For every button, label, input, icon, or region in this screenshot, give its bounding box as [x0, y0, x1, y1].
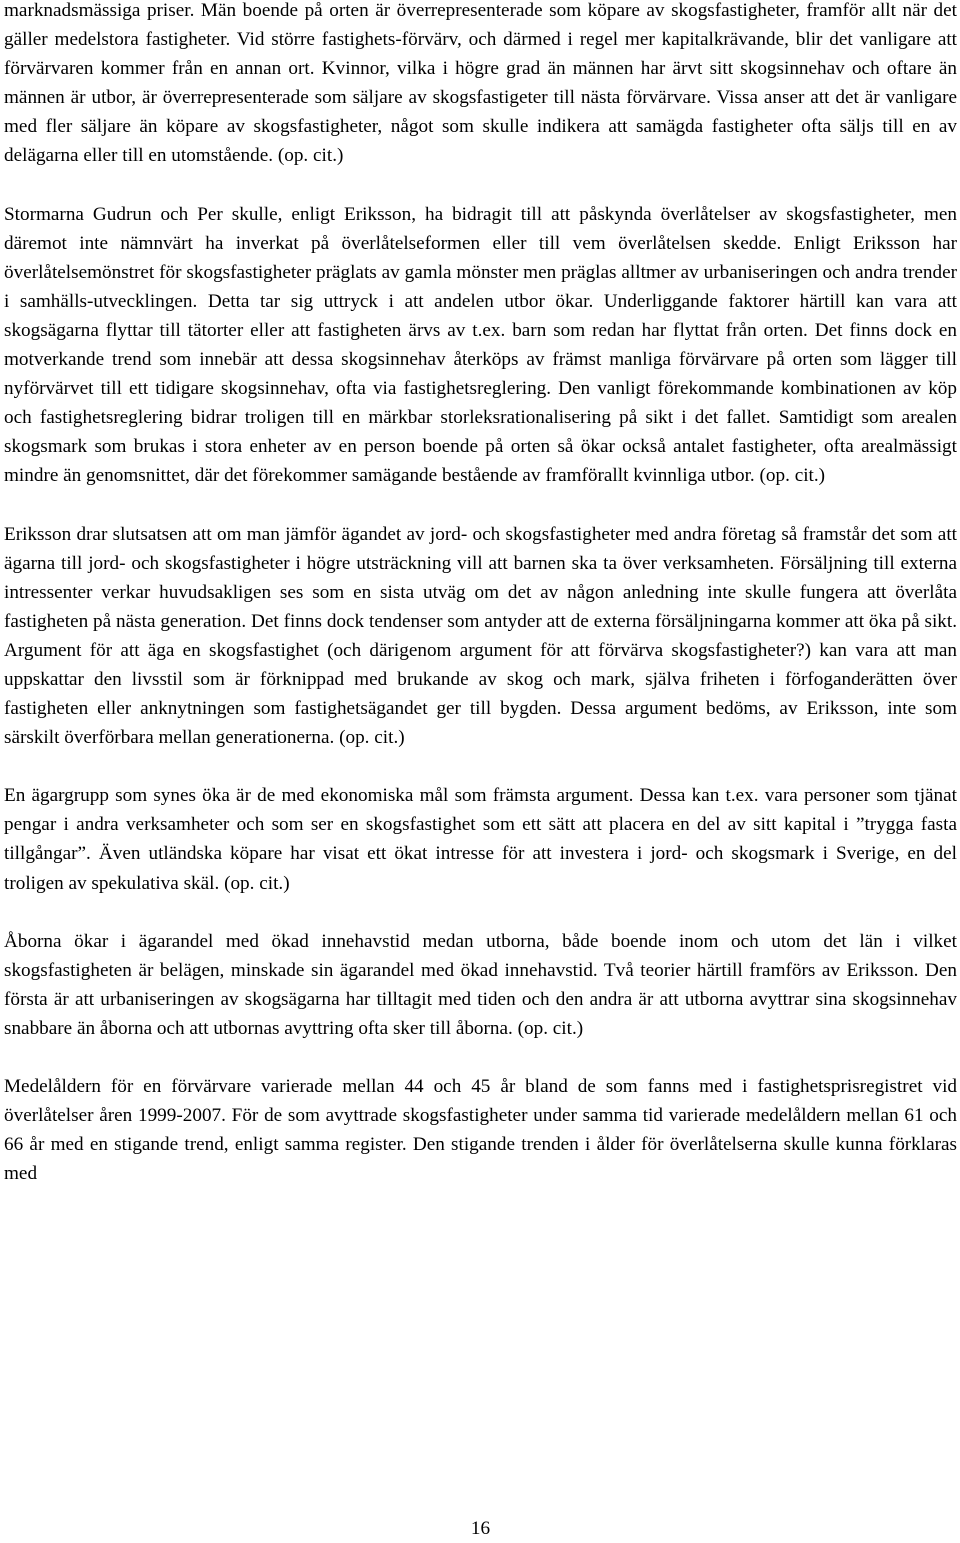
body-paragraph-2: Stormarna Gudrun och Per skulle, enligt Eriksson, ha bidragit till att påskynda överlåtelser av skogsfastigheter, men däremot inte nämnvärt ha inverkat på överlåtelseformen eller till vem överlåtelsen skedde. Enligt Eriksson har överlåtelsemönstret för skogsfastigheter präglats av gamla mönster men präglas alltmer av urbaniseringen och andra trender i samhälls-utvecklingen. Detta tar sig uttryck i att andelen utbor ökar. Underliggande faktorer härtill kan vara att skogsägarna flyttar till tätorter eller att fastigheten ärvs av t.ex. barn som redan har flyttat från orten. Det finns dock en motverkande trend som innebär att dessa skogsinnehav återköps av främst manliga förvärvare på orten som lägger till nyförvärvet till ett tidigare skogsinnehav, ofta via fastighetsreglering. Den vanligt förekommande kombinationen av köp och fastighetsreglering bidrar troligen till en märkbar storleksrationalisering på sikt i det fallet. Samtidigt som arealen skogsmark som brukas i stora enheter av en person boende på orten så ökar också antalet fastigheter, ofta arealmässigt mindre än genomsnittet, där det förekommer samägande bestående av framförallt kvinnliga utbor. (op. cit.): [4, 203, 957, 487]
body-paragraph-4: En ägargrupp som synes öka är de med ekonomiska mål som främsta argument. Dessa kan t.ex. vara personer som tjänat pengar i andra verksamheter och som ser en skogsfastighet som ett sätt att placera en del av sitt kapital i ”trygga fasta tillgångar”. Även utländska köpare har visat ett ökat intresse för att investera i jord- och skogsmark i Sverige, en del troligen av spekulativa skäl. (op. cit.): [4, 785, 957, 894]
page-number: 16: [470, 1518, 491, 1539]
body-paragraph-6: Medelåldern för en förvärvare varierade mellan 44 och 45 år bland de som fanns med i fastighetsprisregistret vid överlåtelser åren 1999-2007. För de som avyttrade skogsfastigheter under samma tid varierade medelåldern mellan 61 och 66 år med en stigande trend, enligt samma register. Den stigande trenden i ålder för överlåtelserna skulle kunna förklaras med: [4, 1076, 957, 1185]
body-paragraph-1: marknadsmässiga priser. Män boende på orten är överrepresenterade som köpare av skogsfastigheter, framför allt när det gäller medelstora fastigheter. Vid större fastighets-förvärv, och därmed i regel mer kapitalkrävande, blir det vanligare att förvärvaren kommer från en annan ort. Kvinnor, vilka i högre grad än männen har ärvt sitt skogsinnehav och oftare än männen är utbor, är överrepresenterade som säljare av skogsfastigeter till nästa förvärvare. Vissa anser att det är vanligare med fler säljare än köpare av skogsfastigheter, något som skulle indikera att samägda fastigheter ofta säljs till en av delägarna eller till en utomstående. (op. cit.): [4, 0, 957, 167]
body-paragraph-5: Åborna ökar i ägarandel med ökad innehavstid medan utborna, både boende inom och utom det län i vilket skogsfastigheten är belägen, minskade sin ägarandel med ökad innehavstid. Två teorier härtill framförs av Eriksson. Den första är att urbaniseringen av skogsägarna har tilltagit med tiden och den andra är att utborna avyttrar sina skogsinnehav snabbare än åborna och att utbornas avyttring ofta sker till åborna. (op. cit.): [4, 930, 957, 1039]
body-paragraph-3: Eriksson drar slutsatsen att om man jämför ägandet av jord- och skogsfastigheter med andra företag så framstår det som att ägarna till jord- och skogsfastigheter i högre utsträckning vill att barnen ska ta över verksamheten. Försäljning till externa intressenter verkar huvudsakligen ses som en sista utväg om det av någon anledning inte skulle fungera att överlåta fastigheten på nästa generation. Det finns dock tendenser som antyder att de externa försäljningarna kommer att öka på sikt. Argument för att äga en skogsfastighet (och därigenom argument för att förvärva skogsfastigheter?) kan vara att man uppskattar den livsstil som är förknippad med brukande av skog och mark, själva friheten i förfoganderätten över fastigheten eller anknytningen som fastighetsägandet ger till bygden. Dessa argument bedöms, av Eriksson, inte som särskilt överförbara mellan generationerna. (op. cit.): [4, 523, 957, 749]
document-page: [4, 0, 957, 1541]
